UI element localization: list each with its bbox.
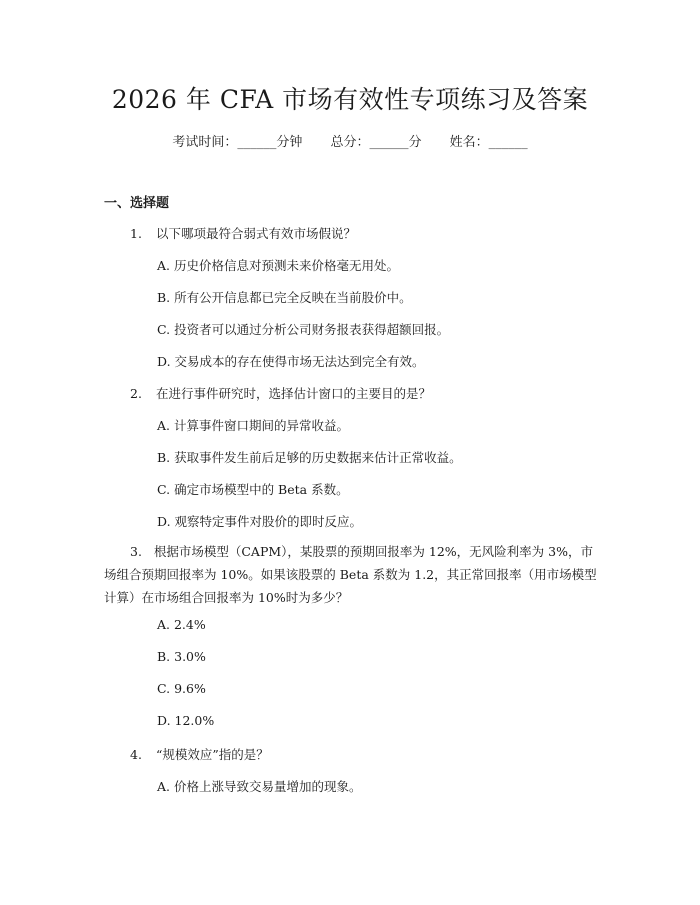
question-number: 2. bbox=[130, 386, 142, 401]
question-4-option-a: A. 价格上涨导致交易量增加的现象。 bbox=[157, 779, 362, 794]
question-3-option-a: A. 2.4% bbox=[157, 617, 206, 632]
total-score-field: 总分：______分 bbox=[330, 135, 422, 150]
question-1 bbox=[130, 224, 356, 242]
question-3-option-d: D. 12.0% bbox=[157, 713, 215, 728]
question-2-option-d: D. 观察特定事件对股价的即时反应。 bbox=[157, 514, 363, 529]
name-field: 姓名：______ bbox=[449, 135, 528, 150]
question-2-option-a: A. 计算事件窗口期间的异常收益。 bbox=[157, 418, 349, 433]
exam-time-field: 考试时间：______分钟 bbox=[172, 135, 303, 150]
section-heading: 一、选择题 bbox=[104, 196, 170, 211]
question-3 bbox=[104, 540, 602, 609]
question-2-option-c: C. 确定市场模型中的 Beta 系数。 bbox=[157, 482, 349, 497]
question-text: “规模效应”指的是？ bbox=[156, 747, 269, 762]
question-1-option-d: D. 交易成本的存在使得市场无法达到完全有效。 bbox=[157, 354, 425, 369]
question-text: 以下哪项最符合弱式有效市场假说？ bbox=[156, 226, 357, 241]
question-text: 在进行事件研究时，选择估计窗口的主要目的是？ bbox=[156, 386, 432, 401]
question-number: 3. bbox=[130, 544, 142, 559]
document-title: 2026 年 CFA 市场有效性专项练习及答案 bbox=[111, 85, 589, 114]
exam-meta bbox=[0, 131, 700, 150]
question-2-option-b: B. 获取事件发生前后足够的历史数据来估计正常收益。 bbox=[157, 450, 462, 465]
question-number: 4. bbox=[130, 747, 142, 762]
question-number: 1. bbox=[130, 226, 142, 241]
question-text: 根据市场模型（CAPM），某股票的预期回报率为 12%，无风险利率为 3%，市场组合预期回报率为 10%。如果该股票的 Beta 系数为 1.2，其正常回报率（用市场模型计算）在市场组合回报率为 10%时为多少？ bbox=[104, 544, 597, 605]
question-1-option-c: C. 投资者可以通过分析公司财务报表获得超额回报。 bbox=[157, 322, 450, 337]
question-1-option-b: B. 所有公开信息都已完全反映在当前股价中。 bbox=[157, 290, 412, 305]
question-3-option-c: C. 9.6% bbox=[157, 681, 206, 696]
question-1-option-a: A. 历史价格信息对预测未来价格毫无用处。 bbox=[157, 258, 399, 273]
question-2 bbox=[130, 384, 431, 402]
question-3-option-b: B. 3.0% bbox=[157, 649, 206, 664]
question-4 bbox=[130, 745, 269, 763]
